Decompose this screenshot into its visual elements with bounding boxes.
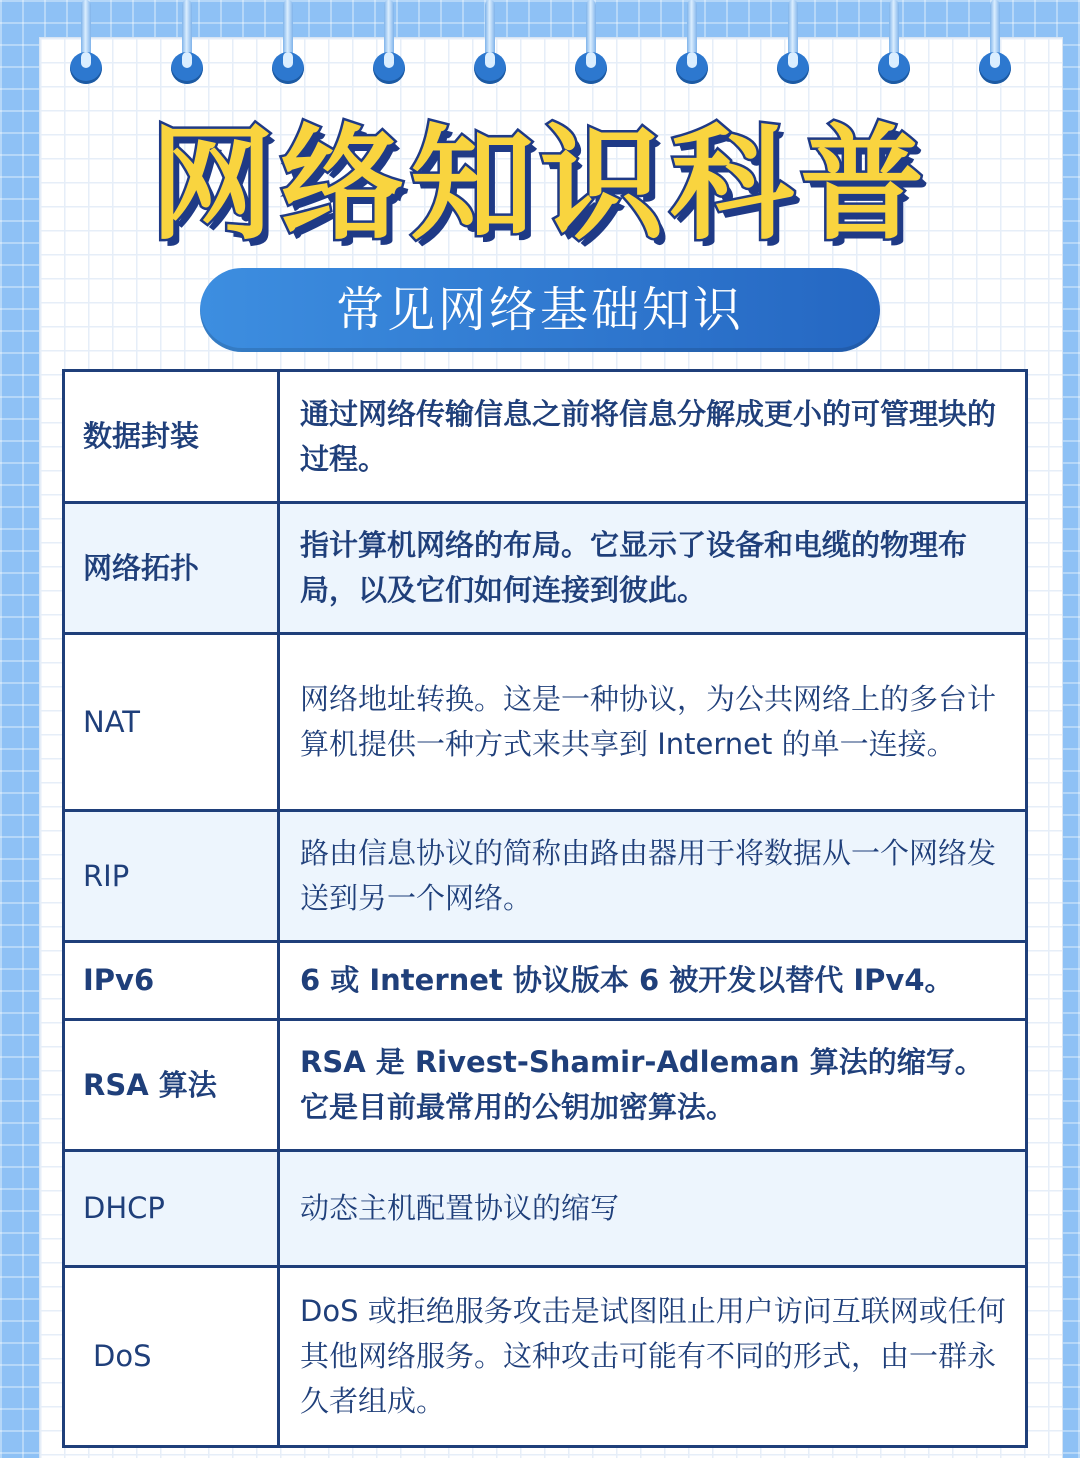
term-cell: RSA 算法 [64,1020,279,1151]
term-cell: IPv6 [64,942,279,1020]
description-cell: 通过网络传输信息之前将信息分解成更小的可管理块的过程。 [279,371,1027,503]
table-row [64,1151,1027,1267]
table-row [64,942,1027,1020]
binding-ring-icon [979,0,1011,90]
table-row [64,503,1027,634]
binding-ring-icon [272,0,304,90]
table-row [64,371,1027,503]
binding-ring-icon [575,0,607,90]
table-row [64,1020,1027,1151]
binding-ring-icon [878,0,910,90]
binding-ring-icon [676,0,708,90]
table-row [64,1267,1027,1447]
page-title: 网络知识科普 [149,113,930,257]
term-cell: DHCP [64,1151,279,1267]
term-cell: DoS [64,1267,279,1447]
description-cell: 6 或 Internet 协议版本 6 被开发以替代 IPv4。 [279,942,1027,1020]
description-cell: DoS 或拒绝服务攻击是试图阻止用户访问互联网或任何其他网络服务。这种攻击可能有不同的形式，由一群永久者组成。 [279,1267,1027,1447]
binding-ring-icon [474,0,506,90]
description-cell: 指计算机网络的布局。它显示了设备和电缆的物理布局，以及它们如何连接到彼此。 [279,503,1027,634]
binding-ring-icon [373,0,405,90]
term-cell: RIP [64,811,279,942]
description-cell: 网络地址转换。这是一种协议，为公共网络上的多台计算机提供一种方式来共享到 Internet 的单一连接。 [279,634,1027,811]
table-row [64,811,1027,942]
term-cell: 数据封装 [64,371,279,503]
description-cell: RSA 是 Rivest-Shamir-Adleman 算法的缩写。它是目前最常用的公钥加密算法。 [279,1020,1027,1151]
glossary-table [62,369,1028,1448]
term-cell: NAT [64,634,279,811]
subtitle-banner: 常见网络基础知识 [200,268,880,352]
binding-ring-icon [777,0,809,90]
table-row [64,634,1027,811]
description-cell: 动态主机配置协议的缩写 [279,1151,1027,1267]
description-cell: 路由信息协议的简称由路由器用于将数据从一个网络发送到另一个网络。 [279,811,1027,942]
binding-ring-icon [70,0,102,90]
term-cell: 网络拓扑 [64,503,279,634]
binding-ring-icon [171,0,203,90]
